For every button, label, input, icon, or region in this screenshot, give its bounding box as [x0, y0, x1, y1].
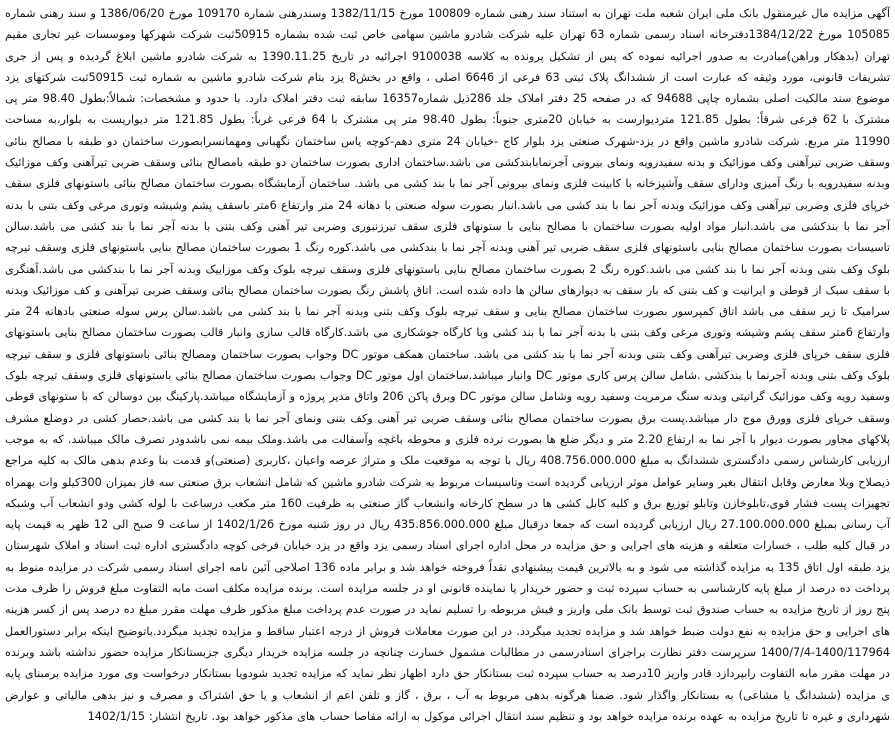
- auction-notice-text: آگهی مزایده مال غیرمنقول بانک ملی ایران شعبه ملت تهران به استناد سند رهنی شماره 100809 مورخ 1382/11/15 وسندرهنی شماره 109170 مورخ 1386/06/20 و سند رهنی شماره 105085 مورخ 1384/12/22دفترخانه اسناد رسمی شماره 63 تهران علیه شرکت شادرو ماشین سهامی خاص ثبت شده بشماره 50915ثبت شرکت شهرکها وموسسات غیر تجاری مقیم تهران (بدهکار وراهن)مبادرت به صدور اجرائیه نموده که پس از تشکیل پرونده به کلاسه 9100038 اجرائیه در تاریخ 1390.11.25 به شرکت شادرو ماشین ابلاغ گردیده و پس از جری تشریفات قانونی، مورد وثیقه که عبارت است از ششدانگ پلاک ثبتی 63 فرعی از 6646 اصلی ، واقع در بخش8 یزد بنام شرکت شادرو ماشین به شماره ثبت 50915ثبت شرکتهای یزد موضوع سند مالکیت اصلی بشماره چاپی 94688 که در صفحه 25 دفتر املاک جلد 286ذیل شماره16357 سابقه ثبت دفتر املاک دارد. با حدود و مشخصات: شمالاً:بطول 98.40 متر پی مشترک با 62 فرعی شرقاً: بطول 121.85 متردیوارست به خیابان 20متری جنوباً: بطول 98.40 متر پی مشترک با 64 فرعی غرباً: بطول 121.85 متر دیواریست به بلوار،به مساحت 11990 متر مربع. شرکت شادرو ماشین واقع در یزد-شهرک صنعتی یزد بلوار کاج -خیابان 24 متری دهم-کوچه یاس ساختمان نگهبانی ومهمانسرابصورت ساختمان دو طبقه با مصالح بنائی وسقف ضربی تیرآهنی وکف موزائیک و بدنه سفیدرویه ونمای بیرونی آجرنمابابندکشی می باشد.ساختمان اداری بصورت ساختمان دو طبقه بامصالح بنائی وسقف ضربی تیرآهنی وکف موزائیک وبدنه سفیدرویه با رنگ آمیزی ودارای سقف وآشپزخانه با کابینت فلزی ونمای بیرونی آجر نما با بند کشی می باشد. ساختمان آزمایشگاه بصورت ساختمان مصالح بنائی باستونهای فلزی سقف خرپای فلزی وضربی تیرآهنی وکف موزائیک وبدنه آجر نما با بند کشی می باشد.انبار بصورت سوله صنعتی با دهانه 24 متر وارتفاع 6متر باسقف پشم وشیشه وتوری مرغی وکف بتنی با بدنه آجر نما با بندکشی می باشد.انبار مواد اولیه بصورت ساختمان با مصالح بنایی با ستونهای فلزی سقف تیرزنبوری وضربی تیر آهنی وکف بتنی با بدنه آجر نما با بند کشی می باشد.سالن تاسیسات بصورت ساختمان مصالح بنایی باستونهای فلزی سقف ضربی تیر آهنی وبدنه آجر نما با بندکشی می باشد.کوره رنگ 1 بصورت ساختمان مصالح بنایی باستونهای فلزی وسقف تیرچه بلوک وکف بتنی وبدنه آجر نما با بند کشی می باشد.کوره رنگ 2 بصورت ساختمان مصالح بنایی باستونهای فلزی وسقف تیرچه بلوک وکف موزاییک وبدنه آجر نما با بندکشی می باشد.آهنگری با سقف سبک از قوطی و ایرانیت و کف بتنی که بار سقف به دیوارهای سالن ها داده شده است. اتاق پاشش رنگ بصورت ساختمان مصالح بنائی وسقف ضربی تیرآهنی و کف موزائیک وبدنه سرامیک تا زیر سقف می باشد اتاق کمپرسور بصورت ساختمان مصالح بنایی و سقف تیرچه بلوک وکف بتنی وبدنه آجر نما با بند کشی می باشد.سالن پرس سوله صنعتی بادهانه 24 متر وارتفاع 6متر سقف پشم وشیشه وتوری مرغی وکف بتنی با بدنه آجر نما با بند کشی وبا کارگاه جوشکاری می باشد.کارگاه قالب سازی وانبار قالب بصورت ساختمان مصالح بنایی باستونهای فلزی سقف خرپای فلزی وضربی تیرآهنی وکف بتنی وبدنه آجر نما با بند کشی می باشد. ساختمان همکف موتور DC وجواب بصورت ساختمان ومصالح بنائی باستونهای فلزی و سقف تیرچه بلوک وکف بتنی وبدنه آجرنما با بندکشی .شامل سالن پرس کاری موتور DC وانبار میباشد.ساختمان اول موتور DC وجواب بصورت ساختمان مصالح بنائی باستونهای فلزی وسقف تیرچه بلوک وسفید رویه وکف موزائیک گرانیتی وبدنه سنگ مرمریت وسفید رویه وشامل سالن موتور DC وبرق پاکن 206 واتاق مدیر پروژه و آزمایشگاه میباشد.پارکینگ بین دوسالن که با ستونهای قوطی وسقف خرپای فلزی وورق موج دار میباشد.پست برق بصورت ساختمان مصالح بنائی وسقف ضربی تیر آهنی وکف بتنی ونمای آجر نما با بند کشی می باشد.حصار کشی در دوضلع مشرف پلاکهای مجاور بصورت دیوار با آجر نما به ارتفاع 2.20 متر و دیگر ضلع ها بصورت نرده فلزی و محوطه باغچه وآسفالت می باشد.وملک بیمه نمی باشدودر تصرف مالک میباشد. که به موجب ارزیابی کارشناس رسمی دادگستری ششدانگ به مبلغ 408.756.000.000 ریال با توجه به موقعیت ملک و متراژ عرصه واعیان ،کاربری (صنعتی)و قدمت بنا وعدم بدهی مالک به کلیه مراجع ذیصلاح وبلا معارض وقابل انتقال بغیر وسایر عوامل موثر ارزیابی گردیده است وتاسیسات مربوط به شرکت شادرو ماشین که شامل انشعاب برق صنعتی سه فاز بمیزان 300کیلو وات بهمراه تجهیزات پست فشار قوی،تابلوخازن وتابلو توزیع برق و کلیه کابل کشی ها در سطح کارخانه وانشعاب گاز صنعتی به ظرفیت 160 متر مکعب درساعت با لوله کشی ودو انشعاب آب وشبکه آب رسانی بمبلغ 27.100.000.000 ریال ارزیابی گردیده است که جمعا درقبال مبلغ 435.856.000.000 ریال در روز شنبه مورخ 1402/1/26 از ساعت 9 صبح الی 12 ظهر به قیمت پایه در قبال کلیه طلب ، خسارات متعلقه و هزینه های اجرایی و حق مزایده در محل اداره اجرای اسناد رسمی یزد واقع در یزد خیابان فرخی کوچه دادگستری اداره ثبت اسناد و املاک شهرستان یزد طبقه اول اتاق 135 به مزایده گذاشته می شود و به بالاترین قیمت پیشنهادی نقداً فروخته خواهد شد و برابر ماده 136 اصلاحی آئین نامه اجرای اسناد رسمی شرکت در مزایده منوط به پرداخت ده درصد از مبلغ پایه کارشناسی به حساب سپرده ثبت و حضور خریدار یا نماینده قانونی او در جلسه مزایده است. برنده مزایده مکلف است مابه التفاوت مبلغ فروش را ظرف مدت پنج روز از تاریخ مزایده به حساب صندوق ثبت توسط بانک ملی واریز و فیش مربوطه را تسلیم نماید در صورت عدم پرداخت مبلغ مذکور ظرف مهلت مقرر مبلغ ده درصد پس از کسر هزینه های اجرایی و حق مزایده به نفع دولت ضبط خواهد شد و مزایده تجدید میگردد. در این صورت معاملات فروش از درجه اعتبار ساقط و مزایده تجدید میگردد.باتوضیح اینکه برابر دستورالعمل 1400/117964-1400/7/4 سرپرست دفتر نظارت براجرای اسنادرسمی در مطالبات مشمول خسارت چنانچه در جلسه مزایده خریدار دیگری جزبستانکار مزایده حضور نداشته باشد وبرنده در مهلت مقرر مابه التفاوت رابپردازد قادر واریز 10درصد به حساب سپرده ثبت بستانکار حق دارد اظهار نظر نماید که مزایده تجدید شودویا بستانکار درخواست وی مورد مزایده برمبنای پایه ی مزایده (ششدانگ یا مشاعی) به بستانکار واگذار شود. ضمنا هرگونه بدهی مربوط به آب ، برق ، گاز و تلفن اعم از انشعاب و یا حق اشتراک و مصرف و نیز بدهی مالیاتی و عوارض شهرداری و غیره تا تاریخ مزایده به عهده برنده مزایده خواهد بود و تنظیم سند انتقال اجرائی موکول به ارائه مفاصا حساب های مذکور خواهد بود. تاریخ انتشار: 1402/1/15: [5, 7, 891, 723]
